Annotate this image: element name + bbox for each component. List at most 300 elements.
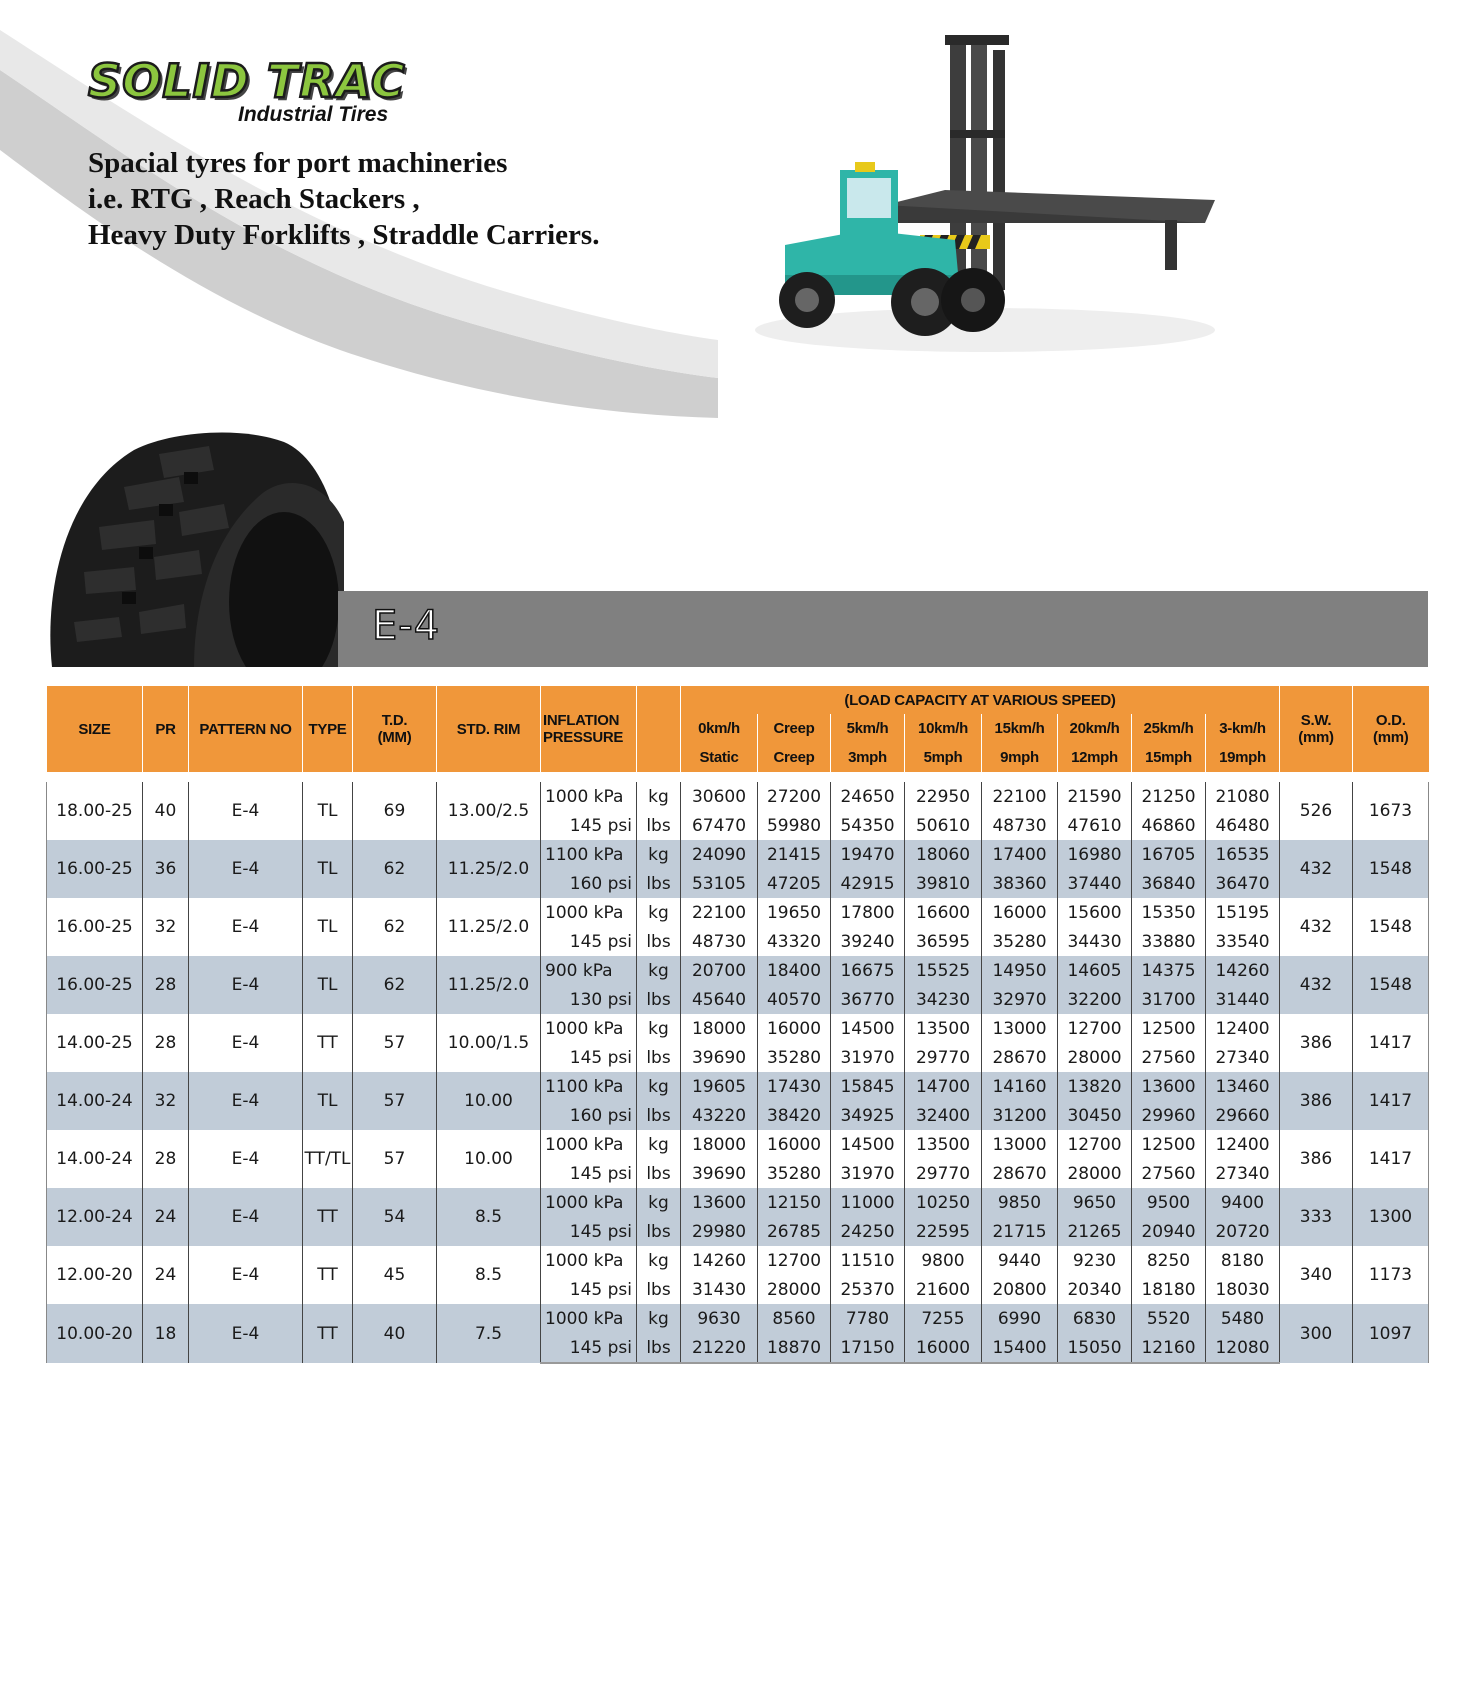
cell-load-kg: 10250 xyxy=(905,1188,982,1217)
cell-od: 1548 xyxy=(1353,956,1429,1014)
col-speed-kmh: 5km/h xyxy=(831,714,905,743)
cell-pattern: E-4 xyxy=(189,1130,303,1188)
cell-size: 14.00-25 xyxy=(47,1014,143,1072)
cell-load-lbs: 47610 xyxy=(1058,811,1132,840)
cell-unit-kg: kg xyxy=(637,1246,681,1275)
cell-load-lbs: 48730 xyxy=(982,811,1058,840)
table-row xyxy=(47,1246,1429,1275)
cell-pressure-psi: 145 psi xyxy=(541,1043,637,1072)
cell-load-lbs: 36595 xyxy=(905,927,982,956)
cell-load-kg: 14500 xyxy=(831,1014,905,1043)
cell-pattern: E-4 xyxy=(189,1014,303,1072)
cell-size: 18.00-25 xyxy=(47,782,143,840)
cell-load-kg: 14500 xyxy=(831,1130,905,1159)
table-row xyxy=(47,1304,1429,1333)
cell-load-kg: 12700 xyxy=(1058,1130,1132,1159)
cell-load-lbs: 35280 xyxy=(758,1043,831,1072)
cell-pattern: E-4 xyxy=(189,782,303,840)
cell-load-lbs: 31970 xyxy=(831,1159,905,1188)
col-inflation-line2: PRESSURE xyxy=(543,729,624,746)
cell-load-kg: 19470 xyxy=(831,840,905,869)
col-pr: PR xyxy=(143,686,189,772)
col-type: TYPE xyxy=(303,686,353,772)
cell-load-lbs: 34925 xyxy=(831,1101,905,1130)
cell-load-kg: 16675 xyxy=(831,956,905,985)
cell-load-kg: 13000 xyxy=(982,1014,1058,1043)
cell-load-lbs: 28670 xyxy=(982,1159,1058,1188)
cell-od: 1417 xyxy=(1353,1014,1429,1072)
cell-load-lbs: 33540 xyxy=(1206,927,1280,956)
cell-od: 1417 xyxy=(1353,1130,1429,1188)
container-handler-image xyxy=(745,30,1215,360)
cell-load-lbs: 43320 xyxy=(758,927,831,956)
cell-load-lbs: 18870 xyxy=(758,1333,831,1363)
cell-load-kg: 17430 xyxy=(758,1072,831,1101)
cell-load-kg: 30600 xyxy=(681,782,758,811)
cell-load-kg: 9650 xyxy=(1058,1188,1132,1217)
cell-pattern: E-4 xyxy=(189,1304,303,1363)
cell-load-lbs: 32970 xyxy=(982,985,1058,1014)
col-speed-mph: 3mph xyxy=(831,743,905,772)
cell-load-lbs: 40570 xyxy=(758,985,831,1014)
cell-load-kg: 14260 xyxy=(1206,956,1280,985)
cell-load-lbs: 28000 xyxy=(758,1275,831,1304)
cell-load-lbs: 29660 xyxy=(1206,1101,1280,1130)
cell-load-lbs: 35280 xyxy=(758,1159,831,1188)
cell-pressure-kpa: 1000 kPa xyxy=(541,1130,637,1159)
cell-load-kg: 8560 xyxy=(758,1304,831,1333)
col-size: SIZE xyxy=(47,686,143,772)
cell-unit-lbs: lbs xyxy=(637,1043,681,1072)
cell-pressure-kpa: 1100 kPa xyxy=(541,1072,637,1101)
cell-load-lbs: 31430 xyxy=(681,1275,758,1304)
cell-load-kg: 24090 xyxy=(681,840,758,869)
cell-unit-lbs: lbs xyxy=(637,1159,681,1188)
cell-load-lbs: 53105 xyxy=(681,869,758,898)
cell-load-lbs: 31970 xyxy=(831,1043,905,1072)
cell-pr: 40 xyxy=(143,782,189,840)
cell-sw: 386 xyxy=(1280,1014,1353,1072)
cell-load-kg: 18000 xyxy=(681,1130,758,1159)
cell-load-lbs: 27340 xyxy=(1206,1159,1280,1188)
cell-load-lbs: 30450 xyxy=(1058,1101,1132,1130)
col-inflation xyxy=(541,686,637,772)
cell-sw: 386 xyxy=(1280,1072,1353,1130)
table-row xyxy=(47,1014,1429,1043)
col-speed-mph: 19mph xyxy=(1206,743,1280,772)
cell-td: 62 xyxy=(353,840,437,898)
cell-unit-kg: kg xyxy=(637,782,681,811)
cell-load-lbs: 31440 xyxy=(1206,985,1280,1014)
cell-size: 12.00-24 xyxy=(47,1188,143,1246)
cell-pressure-psi: 145 psi xyxy=(541,1217,637,1246)
cell-load-lbs: 28670 xyxy=(982,1043,1058,1072)
cell-pattern: E-4 xyxy=(189,840,303,898)
cell-load-lbs: 54350 xyxy=(831,811,905,840)
cell-unit-kg: kg xyxy=(637,898,681,927)
cell-load-kg: 24650 xyxy=(831,782,905,811)
cell-pattern: E-4 xyxy=(189,956,303,1014)
col-speed-kmh: 25km/h xyxy=(1132,714,1206,743)
cell-load-kg: 16705 xyxy=(1132,840,1206,869)
col-rim: STD. RIM xyxy=(437,686,541,772)
col-speed-mph: 12mph xyxy=(1058,743,1132,772)
cell-rim: 8.5 xyxy=(437,1246,541,1304)
cell-unit-kg: kg xyxy=(637,1072,681,1101)
cell-od: 1548 xyxy=(1353,840,1429,898)
cell-load-kg: 19650 xyxy=(758,898,831,927)
cell-pressure-kpa: 1000 kPa xyxy=(541,1246,637,1275)
cell-size: 14.00-24 xyxy=(47,1072,143,1130)
cell-load-kg: 16600 xyxy=(905,898,982,927)
cell-load-kg: 12400 xyxy=(1206,1014,1280,1043)
cell-pressure-psi: 145 psi xyxy=(541,927,637,956)
cell-sw: 300 xyxy=(1280,1304,1353,1363)
cell-load-lbs: 37440 xyxy=(1058,869,1132,898)
cell-load-lbs: 36470 xyxy=(1206,869,1280,898)
cell-type: TL xyxy=(303,898,353,956)
model-name: E-4 xyxy=(372,603,441,649)
cell-load-kg: 15195 xyxy=(1206,898,1280,927)
cell-unit-lbs: lbs xyxy=(637,811,681,840)
col-speed-mph: 5mph xyxy=(905,743,982,772)
cell-load-kg: 5480 xyxy=(1206,1304,1280,1333)
col-speed-kmh: 15km/h xyxy=(982,714,1058,743)
cell-pr: 32 xyxy=(143,898,189,956)
cell-td: 69 xyxy=(353,782,437,840)
cell-load-kg: 21080 xyxy=(1206,782,1280,811)
cell-sw: 432 xyxy=(1280,956,1353,1014)
cell-load-kg: 12150 xyxy=(758,1188,831,1217)
cell-td: 54 xyxy=(353,1188,437,1246)
brand-logo xyxy=(88,54,406,126)
cell-load-lbs: 21265 xyxy=(1058,1217,1132,1246)
cell-rim: 11.25/2.0 xyxy=(437,840,541,898)
cell-load-kg: 6990 xyxy=(982,1304,1058,1333)
cell-load-lbs: 15050 xyxy=(1058,1333,1132,1363)
cell-load-kg: 13500 xyxy=(905,1014,982,1043)
cell-unit-kg: kg xyxy=(637,1130,681,1159)
cell-load-kg: 18000 xyxy=(681,1014,758,1043)
cell-load-kg: 17400 xyxy=(982,840,1058,869)
cell-pr: 24 xyxy=(143,1188,189,1246)
cell-load-kg: 12700 xyxy=(758,1246,831,1275)
table-row xyxy=(47,1072,1429,1101)
col-speed-mph: 9mph xyxy=(982,743,1058,772)
cell-load-lbs: 27340 xyxy=(1206,1043,1280,1072)
cell-load-kg: 9440 xyxy=(982,1246,1058,1275)
cell-pr: 24 xyxy=(143,1246,189,1304)
col-speed-kmh: 20km/h xyxy=(1058,714,1132,743)
cell-unit-lbs: lbs xyxy=(637,927,681,956)
cell-pressure-psi: 145 psi xyxy=(541,1333,637,1363)
cell-load-lbs: 29980 xyxy=(681,1217,758,1246)
cell-type: TT/TL xyxy=(303,1130,353,1188)
cell-unit-kg: kg xyxy=(637,1014,681,1043)
cell-load-kg: 16980 xyxy=(1058,840,1132,869)
cell-load-lbs: 36770 xyxy=(831,985,905,1014)
col-unit xyxy=(637,686,681,772)
cell-type: TL xyxy=(303,1072,353,1130)
cell-load-lbs: 34230 xyxy=(905,985,982,1014)
cell-load-kg: 22100 xyxy=(982,782,1058,811)
cell-pattern: E-4 xyxy=(189,1188,303,1246)
cell-load-kg: 13820 xyxy=(1058,1072,1132,1101)
cell-load-lbs: 32400 xyxy=(905,1101,982,1130)
cell-load-lbs: 20940 xyxy=(1132,1217,1206,1246)
cell-load-kg: 9630 xyxy=(681,1304,758,1333)
cell-load-lbs: 38360 xyxy=(982,869,1058,898)
cell-load-kg: 14160 xyxy=(982,1072,1058,1101)
cell-type: TL xyxy=(303,782,353,840)
cell-td: 62 xyxy=(353,898,437,956)
cell-od: 1173 xyxy=(1353,1246,1429,1304)
cell-load-lbs: 21600 xyxy=(905,1275,982,1304)
cell-load-kg: 12700 xyxy=(1058,1014,1132,1043)
cell-load-kg: 9500 xyxy=(1132,1188,1206,1217)
cell-load-kg: 16000 xyxy=(758,1130,831,1159)
headline xyxy=(88,145,599,253)
cell-load-kg: 18400 xyxy=(758,956,831,985)
cell-load-kg: 21590 xyxy=(1058,782,1132,811)
col-speed-mph: Static xyxy=(681,743,758,772)
cell-load-kg: 11000 xyxy=(831,1188,905,1217)
cell-load-lbs: 18180 xyxy=(1132,1275,1206,1304)
cell-load-kg: 14260 xyxy=(681,1246,758,1275)
cell-td: 57 xyxy=(353,1014,437,1072)
cell-load-kg: 9400 xyxy=(1206,1188,1280,1217)
cell-type: TT xyxy=(303,1014,353,1072)
cell-rim: 11.25/2.0 xyxy=(437,898,541,956)
cell-pressure-psi: 145 psi xyxy=(541,811,637,840)
cell-load-lbs: 26785 xyxy=(758,1217,831,1246)
cell-load-kg: 17800 xyxy=(831,898,905,927)
cell-td: 45 xyxy=(353,1246,437,1304)
cell-pr: 18 xyxy=(143,1304,189,1363)
cell-type: TT xyxy=(303,1188,353,1246)
cell-load-lbs: 35280 xyxy=(982,927,1058,956)
cell-load-lbs: 34430 xyxy=(1058,927,1132,956)
cell-load-lbs: 39240 xyxy=(831,927,905,956)
cell-rim: 10.00/1.5 xyxy=(437,1014,541,1072)
cell-pattern: E-4 xyxy=(189,1246,303,1304)
cell-size: 16.00-25 xyxy=(47,898,143,956)
cell-pattern: E-4 xyxy=(189,898,303,956)
cell-load-lbs: 36840 xyxy=(1132,869,1206,898)
col-sw-line1: S.W. xyxy=(1300,712,1332,729)
col-sw xyxy=(1280,686,1353,772)
cell-load-kg: 13500 xyxy=(905,1130,982,1159)
cell-pressure-psi: 145 psi xyxy=(541,1275,637,1304)
cell-od: 1097 xyxy=(1353,1304,1429,1363)
cell-rim: 10.00 xyxy=(437,1130,541,1188)
cell-load-lbs: 25370 xyxy=(831,1275,905,1304)
cell-rim: 8.5 xyxy=(437,1188,541,1246)
cell-load-lbs: 22595 xyxy=(905,1217,982,1246)
cell-pressure-kpa: 1000 kPa xyxy=(541,898,637,927)
cell-load-kg: 27200 xyxy=(758,782,831,811)
cell-load-lbs: 39810 xyxy=(905,869,982,898)
cell-load-lbs: 21220 xyxy=(681,1333,758,1363)
cell-load-kg: 9850 xyxy=(982,1188,1058,1217)
cell-pressure-kpa: 1000 kPa xyxy=(541,1188,637,1217)
cell-load-kg: 21415 xyxy=(758,840,831,869)
cell-load-kg: 16000 xyxy=(982,898,1058,927)
table-header xyxy=(47,686,1429,772)
cell-load-lbs: 47205 xyxy=(758,869,831,898)
cell-load-kg: 13460 xyxy=(1206,1072,1280,1101)
cell-load-lbs: 31200 xyxy=(982,1101,1058,1130)
cell-type: TT xyxy=(303,1246,353,1304)
cell-rim: 11.25/2.0 xyxy=(437,956,541,1014)
cell-load-lbs: 16000 xyxy=(905,1333,982,1363)
cell-load-kg: 13600 xyxy=(1132,1072,1206,1101)
cell-pr: 28 xyxy=(143,1014,189,1072)
cell-load-kg: 22100 xyxy=(681,898,758,927)
cell-size: 10.00-20 xyxy=(47,1304,143,1363)
cell-load-lbs: 28000 xyxy=(1058,1159,1132,1188)
col-speed-mph: 15mph xyxy=(1132,743,1206,772)
cell-load-lbs: 32200 xyxy=(1058,985,1132,1014)
model-bar xyxy=(338,591,1428,667)
cell-load-kg: 5520 xyxy=(1132,1304,1206,1333)
cell-load-lbs: 29770 xyxy=(905,1043,982,1072)
cell-type: TL xyxy=(303,840,353,898)
cell-size: 14.00-24 xyxy=(47,1130,143,1188)
cell-unit-kg: kg xyxy=(637,956,681,985)
cell-td: 40 xyxy=(353,1304,437,1363)
col-inflation-line1: INFLATION xyxy=(543,712,620,729)
cell-load-lbs: 42915 xyxy=(831,869,905,898)
cell-load-kg: 7780 xyxy=(831,1304,905,1333)
cell-pressure-psi: 160 psi xyxy=(541,1101,637,1130)
cell-load-lbs: 20340 xyxy=(1058,1275,1132,1304)
cell-load-lbs: 59980 xyxy=(758,811,831,840)
cell-load-lbs: 43220 xyxy=(681,1101,758,1130)
cell-pressure-psi: 145 psi xyxy=(541,1159,637,1188)
col-sw-line2: (mm) xyxy=(1298,729,1334,746)
col-speed-kmh: 0km/h xyxy=(681,714,758,743)
spec-table xyxy=(46,686,1429,1364)
cell-pressure-psi: 160 psi xyxy=(541,869,637,898)
cell-sw: 432 xyxy=(1280,898,1353,956)
col-td xyxy=(353,686,437,772)
cell-load-kg: 8180 xyxy=(1206,1246,1280,1275)
cell-load-lbs: 39690 xyxy=(681,1043,758,1072)
cell-load-kg: 12500 xyxy=(1132,1014,1206,1043)
col-od-line2: (mm) xyxy=(1373,729,1409,746)
cell-size: 16.00-25 xyxy=(47,840,143,898)
col-td-line1: T.D. xyxy=(381,712,408,729)
cell-load-kg: 13600 xyxy=(681,1188,758,1217)
cell-od: 1673 xyxy=(1353,782,1429,840)
cell-load-kg: 11510 xyxy=(831,1246,905,1275)
cell-sw: 432 xyxy=(1280,840,1353,898)
cell-load-lbs: 46860 xyxy=(1132,811,1206,840)
cell-load-lbs: 33880 xyxy=(1132,927,1206,956)
table-row xyxy=(47,1130,1429,1159)
cell-od: 1417 xyxy=(1353,1072,1429,1130)
cell-load-lbs: 27560 xyxy=(1132,1159,1206,1188)
cell-load-kg: 7255 xyxy=(905,1304,982,1333)
cell-load-lbs: 50610 xyxy=(905,811,982,840)
cell-pressure-kpa: 900 kPa xyxy=(541,956,637,985)
cell-rim: 13.00/2.5 xyxy=(437,782,541,840)
cell-sw: 340 xyxy=(1280,1246,1353,1304)
cell-load-lbs: 18030 xyxy=(1206,1275,1280,1304)
cell-pressure-kpa: 1100 kPa xyxy=(541,840,637,869)
cell-load-kg: 14375 xyxy=(1132,956,1206,985)
brand-name: SOLID TRAC xyxy=(88,54,406,108)
cell-type: TL xyxy=(303,956,353,1014)
cell-load-lbs: 20720 xyxy=(1206,1217,1280,1246)
table-row xyxy=(47,898,1429,927)
cell-unit-kg: kg xyxy=(637,1188,681,1217)
cell-rim: 7.5 xyxy=(437,1304,541,1363)
cell-load-lbs: 48730 xyxy=(681,927,758,956)
table-row xyxy=(47,840,1429,869)
cell-sw: 386 xyxy=(1280,1130,1353,1188)
col-od xyxy=(1353,686,1429,772)
cell-td: 62 xyxy=(353,956,437,1014)
cell-td: 57 xyxy=(353,1072,437,1130)
cell-load-kg: 13000 xyxy=(982,1130,1058,1159)
cell-load-lbs: 38420 xyxy=(758,1101,831,1130)
cell-od: 1300 xyxy=(1353,1188,1429,1246)
cell-unit-lbs: lbs xyxy=(637,869,681,898)
brand-tagline: Industrial Tires xyxy=(238,103,389,126)
cell-sw: 333 xyxy=(1280,1188,1353,1246)
cell-type: TT xyxy=(303,1304,353,1363)
cell-load-kg: 16535 xyxy=(1206,840,1280,869)
cell-unit-kg: kg xyxy=(637,840,681,869)
cell-load-kg: 22950 xyxy=(905,782,982,811)
cell-load-lbs: 29770 xyxy=(905,1159,982,1188)
cell-size: 16.00-25 xyxy=(47,956,143,1014)
cell-load-kg: 19605 xyxy=(681,1072,758,1101)
cell-load-kg: 14950 xyxy=(982,956,1058,985)
cell-unit-lbs: lbs xyxy=(637,985,681,1014)
cell-load-lbs: 27560 xyxy=(1132,1043,1206,1072)
cell-load-lbs: 15400 xyxy=(982,1333,1058,1363)
cell-pressure-kpa: 1000 kPa xyxy=(541,1014,637,1043)
cell-load-kg: 21250 xyxy=(1132,782,1206,811)
col-pattern: PATTERN NO xyxy=(189,686,303,772)
cell-load-kg: 12500 xyxy=(1132,1130,1206,1159)
cell-load-lbs: 67470 xyxy=(681,811,758,840)
col-td-line2: (MM) xyxy=(377,729,412,746)
cell-load-kg: 15525 xyxy=(905,956,982,985)
col-speed-kmh: Creep xyxy=(758,714,831,743)
headline-line-3: Heavy Duty Forklifts , Straddle Carriers. xyxy=(88,219,600,251)
cell-load-lbs: 31700 xyxy=(1132,985,1206,1014)
table-row xyxy=(47,1188,1429,1217)
cell-unit-lbs: lbs xyxy=(637,1217,681,1246)
cell-td: 57 xyxy=(353,1130,437,1188)
cell-unit-kg: kg xyxy=(637,1304,681,1333)
cell-load-lbs: 24250 xyxy=(831,1217,905,1246)
cell-pr: 32 xyxy=(143,1072,189,1130)
cell-load-kg: 9230 xyxy=(1058,1246,1132,1275)
table-body xyxy=(47,782,1429,1363)
cell-pressure-kpa: 1000 kPa xyxy=(541,1304,637,1333)
cell-load-kg: 15600 xyxy=(1058,898,1132,927)
cell-size: 12.00-20 xyxy=(47,1246,143,1304)
cell-load-lbs: 20800 xyxy=(982,1275,1058,1304)
cell-load-kg: 8250 xyxy=(1132,1246,1206,1275)
cell-unit-lbs: lbs xyxy=(637,1101,681,1130)
cell-unit-lbs: lbs xyxy=(637,1275,681,1304)
